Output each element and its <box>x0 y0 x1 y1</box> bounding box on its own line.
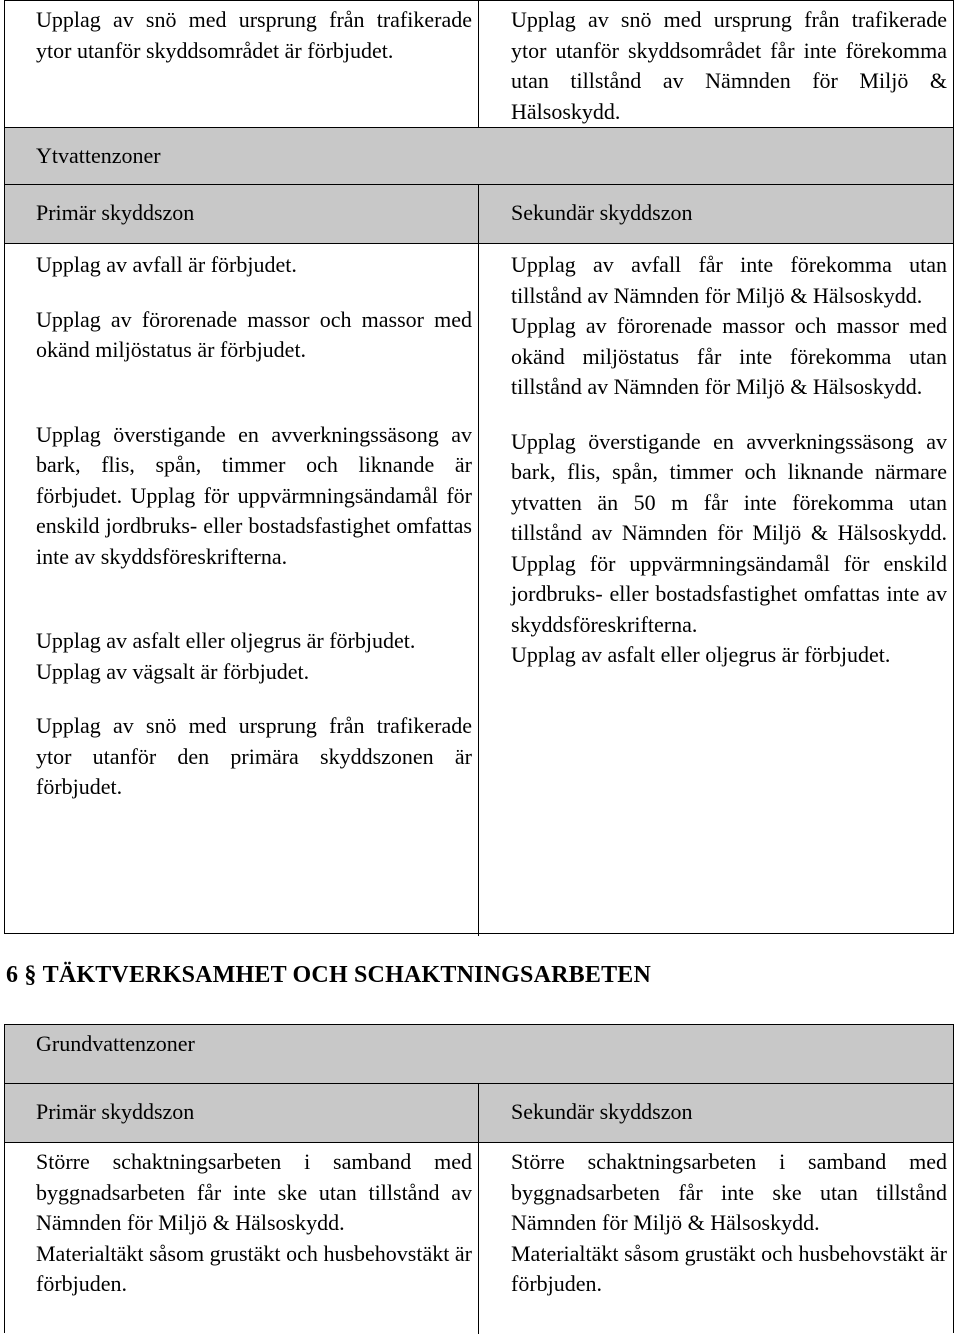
table-row <box>5 1143 953 1334</box>
section-title: TÄKTVERKSAMHET OCH SCHAKTNINGSARBETEN <box>42 962 652 988</box>
list-item: Materialtäkt såsom grustäkt och husbehovstäkt är förbjuden. <box>36 1240 472 1296</box>
secondary-zone-label <box>479 185 953 243</box>
cell-text: Upplag av snö med ursprung från trafikerade ytor utanför skyddsområdet är förbjudet. <box>36 7 472 63</box>
list-item: Upplag av snö med ursprung från trafikerade ytor utanför den primära skyddszonen är förbjudet. <box>36 713 472 799</box>
secondary-zone-cell <box>479 244 953 936</box>
section-heading <box>6 962 657 989</box>
table-ytvatten <box>4 0 954 934</box>
primary-zone-text: Primär skyddszon <box>36 200 195 225</box>
list-item: Upplag av avfall är förbjudet. <box>36 252 297 277</box>
secondary-zone-cell <box>479 1143 953 1334</box>
primary-zone-cell <box>5 1143 479 1334</box>
secondary-zone-text: Sekundär skyddszon <box>511 1099 693 1124</box>
table-row <box>5 244 953 936</box>
table-grundvatten <box>4 1024 954 1333</box>
primary-zone-text: Primär skyddszon <box>36 1099 195 1124</box>
section-header <box>5 128 953 184</box>
section-header-row <box>5 127 953 185</box>
list-item: Större schaktningsarbeten i samband med byggnadsarbeten får inte ske utan tillstånd av Nämnden för Miljö & Hälsoskydd. <box>36 1149 472 1235</box>
list-item: Upplag av förorenade massor och massor med okänd miljöstatus får inte förekomma utan tillstånd av Nämnden för Miljö & Hälsoskydd. <box>511 313 947 399</box>
table-row <box>5 1 953 127</box>
list-item: Upplag av asfalt eller oljegrus är förbjudet. <box>36 628 416 653</box>
section-number: 6 § <box>6 962 37 988</box>
secondary-zone-text: Sekundär skyddszon <box>511 200 693 225</box>
primary-zone-label <box>5 1084 479 1142</box>
list-item: Upplag av förorenade massor och massor med okänd miljöstatus är förbjudet. <box>36 306 472 362</box>
list-item: Upplag överstigande en avverkningssäsong av bark, flis, spån, timmer och liknande är förbjudet. Upplag för uppvärmningsändamål för enskild jordbruks- eller bostadsfastighet omfattas inte av skyddsföreskrifterna. <box>36 421 472 569</box>
table-cell <box>479 1 953 127</box>
section-header <box>5 1025 953 1083</box>
section-header-row <box>5 1025 953 1084</box>
list-item: Upplag av asfalt eller oljegrus är förbjudet. <box>511 642 891 667</box>
list-item: Materialtäkt såsom grustäkt och husbehovstäkt är förbjuden. <box>511 1240 947 1296</box>
cell-text: Upplag av snö med ursprung från trafikerade ytor utanför skyddsområdet får inte förekomma utan tillstånd av Nämnden för Miljö & Hälsoskydd. <box>511 7 947 124</box>
primary-zone-label <box>5 185 479 243</box>
section-header-text: Ytvattenzoner <box>36 143 161 168</box>
zone-label-row <box>5 1084 953 1143</box>
list-item: Upplag av vägsalt är förbjudet. <box>36 658 310 684</box>
list-item: Större schaktningsarbeten i samband med byggnadsarbeten får inte ske utan tillstånd Nämnden för Miljö & Hälsoskydd. <box>511 1149 947 1235</box>
table-cell <box>5 1 479 127</box>
secondary-zone-label <box>479 1084 953 1142</box>
zone-label-row <box>5 185 953 244</box>
list-item: Upplag överstigande en avverkningssäsong av bark, flis, spån, timmer och liknande närmare ytvatten än 50 m får inte förekomma utan tillstånd av Nämnden för Miljö & Hälsoskydd. Upplag för uppvärmningsändamål för enskild jordbruks- eller bostadsfastighet omfattas inte av skyddsföreskrifterna. <box>511 428 947 637</box>
primary-zone-cell <box>5 244 479 936</box>
list-item: Upplag av avfall får inte förekomma utan tillstånd av Nämnden för Miljö & Hälsoskydd. <box>511 252 947 308</box>
section-header-text: Grundvattenzoner <box>36 1031 195 1056</box>
